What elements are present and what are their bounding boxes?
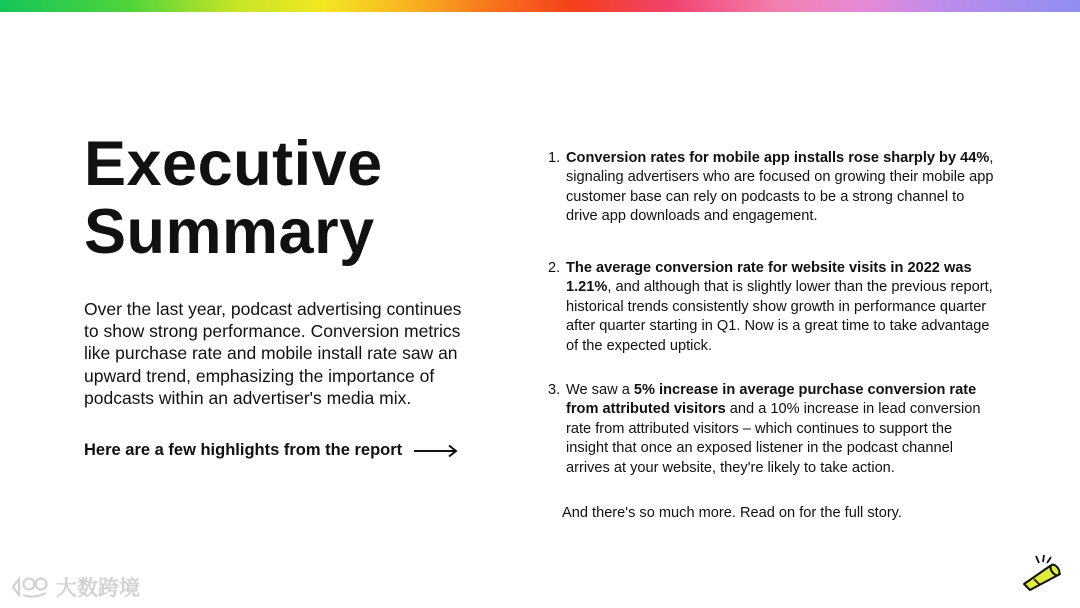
list-item-bold: 5% increase in average purchase conversion rate from attributed visitors — [566, 382, 977, 418]
title-line-1: Executive — [84, 129, 383, 199]
list-item-text — [566, 149, 998, 227]
list-item-number: 1. — [548, 150, 561, 166]
list-item-rest: , and although that is slightly lower than the previous report, historical trends consistently show growth in performance quarter after quarter starting in Q1. Now is a great time to take advantage of the expected uptick. — [566, 279, 993, 354]
arrow-right-icon — [414, 444, 458, 458]
highlights-callout — [84, 441, 484, 460]
closing-line: And there's so much more. Read on for the full story. — [562, 505, 902, 521]
megaphone-icon — [1016, 554, 1064, 592]
intro-paragraph: Over the last year, podcast advertising continues to show strong performance. Conversion metrics like purchase rate and mobile install rate saw an upward trend, emphasizing the importance of podcasts within an advertiser's media mix. — [84, 299, 462, 408]
list-item-bold: The average conversion rate for website visits in 2022 was 1.21% — [566, 260, 972, 296]
rainbow-header-bar — [0, 0, 1080, 12]
list-item-rest: , signaling advertisers who are focused on growing their mobile app customer base can rely on podcasts to be a strong channel to drive app downloads and engagement. — [566, 150, 994, 225]
list-item-text — [566, 381, 998, 478]
list-item-number: 3. — [548, 382, 561, 398]
list-item-number: 2. — [548, 260, 561, 276]
highlights-label: Here are a few highlights from the report — [84, 441, 403, 459]
list-item-text — [566, 259, 998, 356]
title-line-2: Summary — [84, 197, 375, 267]
watermark-logo-icon — [10, 574, 50, 600]
list-item — [548, 149, 998, 227]
page-title — [84, 130, 504, 266]
list-item-bold: Conversion rates for mobile app installs rose sharply by 44% — [566, 150, 990, 166]
list-item — [548, 381, 998, 478]
list-item — [548, 259, 998, 356]
watermark-text: 大数跨境 — [56, 577, 140, 600]
list-item-rest: and a 10% increase in lead conversion rate from attributed visitors – which continues to support the insight that once an exposed listener in the podcast channel arrives at your website, they're likely to take action. — [566, 401, 981, 476]
list-item-pre: We saw a — [566, 382, 634, 398]
watermark — [10, 572, 140, 602]
